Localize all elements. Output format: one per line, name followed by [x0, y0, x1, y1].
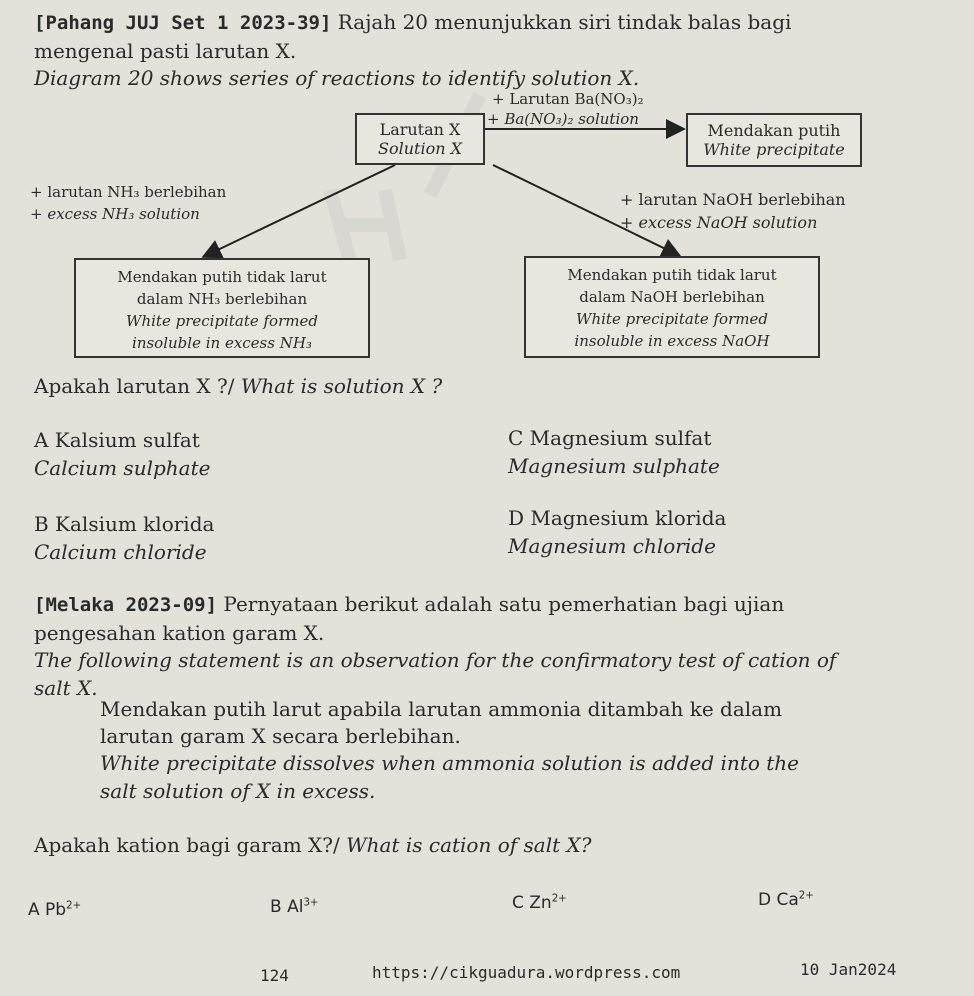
q2-question-en: What is cation of salt X?	[346, 833, 592, 857]
nh3-result-line2: dalam NH₃ berlebihan	[136, 290, 308, 308]
statement-ms-line1: Mendakan putih larut apabila larutan ammonia ditambah ke dalam	[100, 697, 783, 721]
left-reagent-en: + excess NH₃ solution	[30, 205, 200, 223]
q2-source-tag: [Melaka 2023-09]	[34, 594, 218, 616]
option-a-ms[interactable]: A Kalsium sulfat	[34, 428, 200, 452]
arrow-to-naoh-result	[493, 165, 678, 255]
start-box-label-ms: Larutan X	[379, 120, 461, 139]
q2-option-b-charge: 3+	[303, 897, 319, 909]
naoh-result-line4: insoluble in excess NaOH	[574, 332, 770, 350]
q2-header	[34, 592, 784, 616]
arrow-to-nh3-result	[205, 165, 395, 256]
q2-question	[34, 833, 591, 857]
q1-source-tag: [Pahang JUJ Set 1 2023-39]	[34, 12, 332, 34]
top-reagent-ms: + Larutan Ba(NO₃)₂	[492, 90, 644, 108]
q1-header-text: Rajah 20 menunjukkan siri tindak balas bagi	[331, 10, 792, 34]
right-reagent-ms: + larutan NaOH berlebihan	[620, 190, 846, 209]
q1-line2: mengenal pasti larutan X.	[34, 39, 297, 63]
naoh-result-line1: Mendakan putih tidak larut	[567, 266, 777, 284]
q2-option-c-charge: 2+	[551, 893, 567, 905]
option-d-en[interactable]: Magnesium chloride	[508, 534, 716, 558]
q1-question-en: What is solution X ?	[240, 374, 443, 398]
q2-option-d-ion: Ca	[776, 890, 799, 910]
option-c-en[interactable]: Magnesium sulphate	[508, 454, 720, 478]
naoh-result-box	[524, 256, 820, 358]
q2-option-a[interactable]	[28, 900, 81, 920]
q2-header-text: Pernyataan berikut adalah satu pemerhatian bagi ujian	[217, 592, 785, 616]
q2-option-c[interactable]	[512, 893, 567, 913]
q2-option-a-ion: Pb	[45, 900, 67, 920]
q2-option-c-ion: Zn	[529, 893, 552, 913]
left-reagent-ms: + larutan NH₃ berlebihan	[30, 183, 227, 201]
start-box-label-en: Solution X	[378, 139, 462, 158]
option-b-en[interactable]: Calcium chloride	[34, 540, 207, 564]
nh3-result-line4: insoluble in excess NH₃	[132, 334, 312, 352]
q1-question	[34, 374, 442, 398]
q2-question-ms: Apakah kation bagi garam X?/	[34, 833, 347, 857]
option-d-ms[interactable]: D Magnesium klorida	[508, 506, 727, 530]
nh3-result-line1: Mendakan putih tidak larut	[117, 268, 327, 286]
option-b-ms[interactable]: B Kalsium klorida	[34, 512, 215, 536]
q2-option-a-letter: A	[28, 900, 40, 920]
statement-en-line1: White precipitate dissolves when ammonia solution is added into the	[100, 751, 800, 775]
statement-en-line2: salt solution of X in excess.	[100, 779, 376, 803]
q2-option-d[interactable]	[758, 890, 814, 910]
q2-option-b-letter: B	[270, 897, 282, 917]
naoh-result-line2: dalam NaOH berlebihan	[579, 288, 765, 306]
white-precipitate-en: White precipitate	[703, 140, 845, 159]
footer-url[interactable]: https://cikguadura.wordpress.com	[372, 963, 681, 982]
q1-question-ms: Apakah larutan X ?/	[34, 374, 241, 398]
start-box-solution-x	[355, 113, 485, 165]
white-precipitate-ms: Mendakan putih	[707, 121, 841, 140]
q2-option-b-ion: Al	[287, 897, 304, 917]
statement-ms-line2: larutan garam X secara berlebihan.	[100, 724, 461, 748]
nh3-result-line3: White precipitate formed	[126, 312, 318, 330]
footer-date: 10 Jan2024	[800, 960, 897, 979]
footer-page-number: 124	[260, 966, 289, 985]
q2-option-a-charge: 2+	[66, 900, 82, 912]
q2-option-d-letter: D	[758, 890, 772, 910]
q2-en-line1: The following statement is an observation for the confirmatory test of cation of	[34, 648, 837, 672]
q2-option-b[interactable]	[270, 897, 318, 917]
option-a-en[interactable]: Calcium sulphate	[34, 456, 211, 480]
q2-option-c-letter: C	[512, 893, 524, 913]
q2-line2: pengesahan kation garam X.	[34, 621, 325, 645]
naoh-result-line3: White precipitate formed	[576, 310, 768, 328]
q2-en-line2: salt X.	[34, 676, 98, 700]
white-precipitate-box	[686, 113, 862, 167]
q1-line3: Diagram 20 shows series of reactions to identify solution X.	[34, 66, 640, 90]
right-reagent-en: + excess NaOH solution	[620, 213, 818, 232]
q2-option-d-charge: 2+	[798, 890, 814, 902]
nh3-result-box	[74, 258, 370, 358]
top-reagent-en: + Ba(NO₃)₂ solution	[487, 110, 639, 128]
option-c-ms[interactable]: C Magnesium sulfat	[508, 426, 712, 450]
